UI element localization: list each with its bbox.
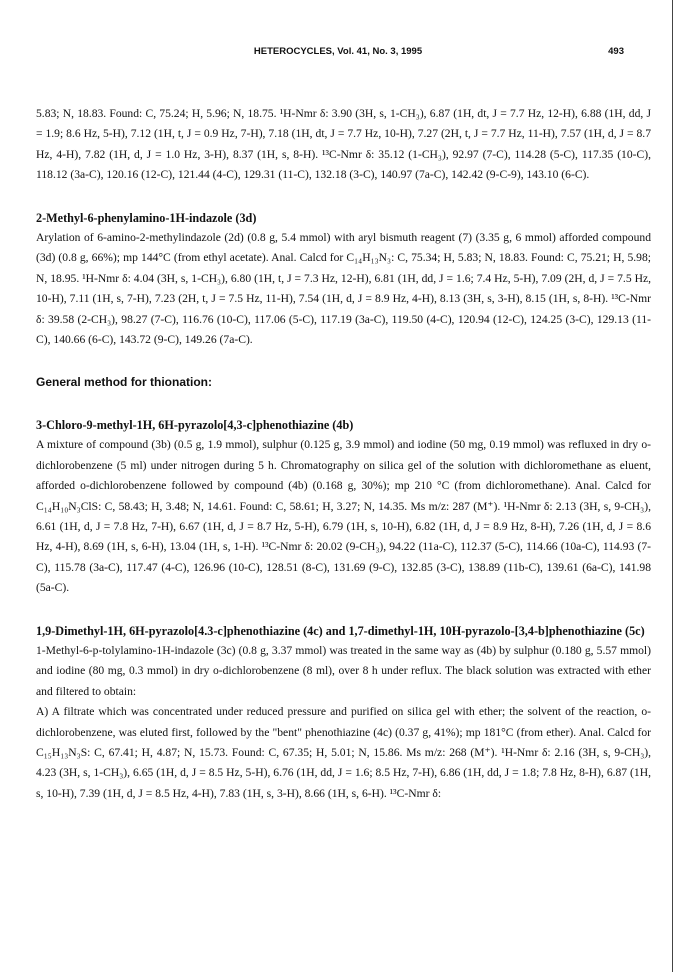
body-text	[36, 104, 651, 804]
scan-edge-line	[672, 0, 673, 972]
spacer	[36, 393, 651, 415]
spacer	[36, 599, 651, 621]
journal-citation: HETEROCYCLES, Vol. 41, No. 3, 1995	[253, 46, 423, 57]
page-number: 493	[608, 46, 624, 57]
heading-compounds-4c-5c: 1,9-Dimethyl-1H, 6H-pyrazolo[4.3-c]phenothiazine (4c) and 1,7-dimethyl-1H, 10H-pyrazolo-[3,4-b]phenothiazine (5c)	[36, 623, 645, 638]
running-header	[0, 46, 676, 62]
paragraph-compound-4b: A mixture of compound (3b) (0.5 g, 1.9 mmol), sulphur (0.125 g, 3.9 mmol) and iodine (50 mg, 0.19 mmol) was refluxed in dry o-dichlorobenzene (5 ml) under nitrogen during 5 h. Chromatography on silica gel of the solution with dichloromethane as eluent, afforded o-dichlorobenzene followed by compound (4b) (0.168 g, 30%); mp 210 °C (from dichloromethane). Anal. Calcd for C₁₄H₁₀N₃ClS: C, 58.43; H, 3.48; N, 14.61. Found: C, 58.61; H, 3.27; N, 14.35. Ms m/z: 287 (M⁺). ¹H-Nmr δ: 2.13 (3H, s, 9-CH₃), 6.61 (1H, d, J = 7.8 Hz, 7-H), 6.67 (1H, d, J = 8.7 Hz, 5-H), 6.79 (1H, s, 10-H), 6.82 (1H, d, J = 8.9 Hz, 8-H), 7.26 (1H, d, J = 8.6 Hz, 4-H), 8.69 (1H, s, 6-H), 13.04 (1H, s, 1-H). ¹³C-Nmr δ: 20.02 (9-CH₃), 94.22 (11a-C), 112.37 (5-C), 114.66 (10a-C), 114.93 (7-C), 115.78 (3a-C), 117.47 (4-C), 126.96 (10-C), 128.51 (8-C), 131.69 (9-C), 132.85 (3-C), 138.89 (11b-C), 139.61 (6a-C), 141.98 (5a-C).	[36, 438, 651, 595]
heading-compound-3d: 2-Methyl-6-phenylamino-1H-indazole (3d)	[36, 210, 257, 225]
spacer	[36, 186, 651, 208]
paragraph-compound-3d: Arylation of 6-amino-2-methylindazole (2d) (0.8 g, 5.4 mmol) with aryl bismuth reagent (7) (3.35 g, 6 mmol) afforded compound (3d) (0.8 g, 66%); mp 144°C (from ethyl acetate). Anal. Calcd for C₁₄H₁₃N₃: C, 75.34; H, 5.83; N, 18.83. Found: C, 75.21; H, 5.98; N, 18.95. ¹H-Nmr δ: 4.04 (3H, s, 1-CH₃), 6.80 (1H, t, J = 7.3 Hz, 12-H), 6.81 (1H, dd, J = 1.6; 7.4 Hz, 5-H), 7.09 (2H, d, J = 7.5 Hz, 10-H), 7.11 (1H, s, 7-H), 7.23 (2H, t, J = 7.5 Hz, 11-H), 7.54 (1H, d, J = 8.9 Hz, 4-H), 8.13 (3H, s, 3-H), 8.15 (1H, s, 8-H). ¹³C-Nmr δ: 39.58 (2-CH₃), 98.27 (7-C), 116.76 (10-C), 117.06 (5-C), 117.19 (3a-C), 119.50 (4-C), 120.94 (12-C), 124.25 (3-C), 129.13 (11-C), 140.66 (6-C), 143.72 (9-C), 149.26 (7a-C).	[36, 231, 651, 347]
spacer	[36, 350, 651, 372]
paragraph-filtrate-a: A) A filtrate which was concentrated under reduced pressure and purified on silica gel with ether; the solvent of the reaction, o-dichlorobenzene, was eluted first, followed by the "bent" phenothiazine (4c) (0.37 g, 41%); mp 181°C (from ether). Anal. Calcd for C₁₅H₁₃N₃S: C, 67.41; H, 4.87; N, 15.73. Found: C, 67.35; H, 5.01; N, 15.86. Ms m/z: 268 (M⁺). ¹H-Nmr δ: 2.16 (3H, s, 9-CH₃), 4.23 (3H, s, 1-CH₃), 6.65 (1H, d, J = 8.5 Hz, 5-H), 6.76 (1H, dd, J = 1.6; 8.5 Hz, 7-H), 6.86 (1H, dd, J = 1.8; 7.8 Hz, 8-H), 6.87 (1H, s, 10-H), 7.39 (1H, d, J = 8.5 Hz, 4-H), 7.83 (1H, s, 3-H), 8.66 (1H, s, 6-H). ¹³C-Nmr δ:	[36, 705, 651, 800]
heading-thionation-method: General method for thionation:	[36, 375, 212, 390]
paragraph-compound-3c-treatment: 1-Methyl-6-p-tolylamino-1H-indazole (3c) (0.8 g, 3.37 mmol) was treated in the same way as (4b) by sulphur (0.180 g, 5.57 mmol) and iodine (80 mg, 0.3 mmol) in dry o-dichlorobenzene (8 ml), over 8 h under reflux. The black solution was extracted with ether and filtered to obtain:	[36, 643, 651, 698]
paragraph-3c-nmr-data: 5.83; N, 18.83. Found: C, 75.24; H, 5.96; N, 18.75. ¹H-Nmr δ: 3.90 (3H, s, 1-CH₃), 6.87 (1H, dt, J = 7.7 Hz, 12-H), 6.88 (1H, dd, J = 1.9; 8.6 Hz, 5-H), 7.12 (1H, t, J = 0.9 Hz, 7-H), 7.18 (1H, dt, J = 7.7 Hz, 10-H), 7.27 (2H, t, J = 7.7 Hz, 11-H), 7.57 (1H, d, J = 8.7 Hz, 4-H), 7.82 (1H, d, J = 1.0 Hz, 3-H), 8.37 (1H, s, 8-H). ¹³C-Nmr δ: 35.12 (1-CH₃), 92.97 (7-C), 114.28 (5-C), 117.35 (10-C), 118.12 (3a-C), 120.16 (12-C), 121.44 (4-C), 129.31 (11-C), 132.18 (3-C), 140.97 (7a-C), 142.42 (9-C-9), 143.10 (6-C).	[36, 107, 651, 182]
heading-compound-4b: 3-Chloro-9-methyl-1H, 6H-pyrazolo[4,3-c]phenothiazine (4b)	[36, 417, 354, 432]
